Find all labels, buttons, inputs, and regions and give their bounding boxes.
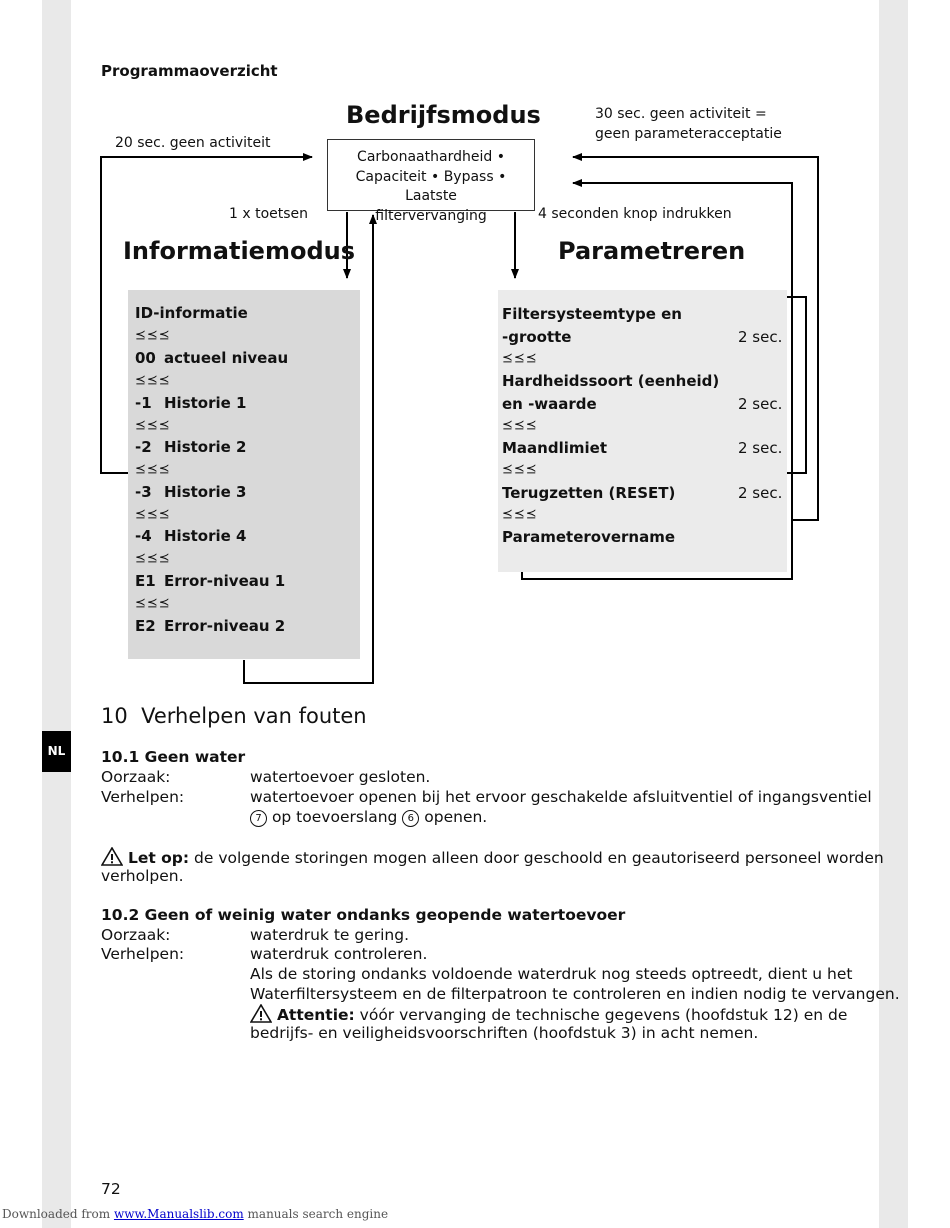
info-item-code: 00 bbox=[135, 349, 156, 367]
section-title: Programmaoverzicht bbox=[101, 62, 278, 80]
section-10-2-title: 10.2 Geen of weinig water ondanks geopende watertoevoer bbox=[101, 906, 626, 924]
info-item-id bbox=[135, 304, 248, 322]
info-item-minus1 bbox=[135, 394, 246, 412]
down-chevrons-icon: ⪯⪯⪯ bbox=[135, 373, 171, 388]
info-item-code: -1 bbox=[135, 394, 152, 412]
language-tab: NL bbox=[42, 731, 71, 772]
down-chevrons-icon: ⪯⪯⪯ bbox=[135, 462, 171, 477]
footer bbox=[2, 1207, 388, 1221]
s102-line-1: waterdruk controleren. bbox=[250, 945, 428, 963]
s102-line-2: Als de storing ondanks voldoende waterdruk nog steeds optreedt, dient u het bbox=[250, 965, 853, 983]
info-item-code: E2 bbox=[135, 617, 156, 635]
info-item-label: Historie 4 bbox=[164, 527, 247, 545]
param-item-filtertype-line2: -grootte bbox=[502, 328, 572, 346]
s101-oorzaak-text: watertoevoer gesloten. bbox=[250, 768, 431, 786]
info-item-code: -4 bbox=[135, 527, 152, 545]
bedrijfsmodus-title: Bedrijfsmodus bbox=[346, 101, 541, 129]
s102-line-3: Waterfiltersysteem en de filterpatroon te controleren en indien nodig te vervangen. bbox=[250, 985, 900, 1003]
info-item-code: -2 bbox=[135, 438, 152, 456]
informatiemodus-title: Informatiemodus bbox=[123, 237, 356, 265]
s101-verhelpen-end: openen. bbox=[424, 808, 488, 826]
chapter-heading bbox=[101, 704, 367, 728]
info-item-minus4 bbox=[135, 527, 246, 545]
info-item-label: Historie 1 bbox=[164, 394, 247, 412]
label-30sec-line2: geen parameteracceptatie bbox=[595, 126, 782, 142]
footer-suffix: manuals search engine bbox=[247, 1207, 389, 1221]
down-chevrons-icon: ⪯⪯⪯ bbox=[135, 418, 171, 433]
part-number-6-icon: 6 bbox=[402, 810, 419, 827]
label-4sec: 4 seconden knop indrukken bbox=[538, 206, 732, 222]
down-chevrons-icon: ⪯⪯⪯ bbox=[135, 507, 171, 522]
param-item-overname: Parameterovername bbox=[502, 528, 676, 546]
info-item-minus2 bbox=[135, 438, 246, 456]
bedrijfsmodus-line-1: Carbonaathardheid • bbox=[357, 149, 505, 165]
warning-line1 bbox=[101, 847, 884, 867]
parametreren-title: Parametreren bbox=[558, 237, 746, 265]
warning-triangle-icon bbox=[101, 847, 123, 866]
warning-triangle-icon bbox=[250, 1004, 272, 1023]
parametreren-panel bbox=[498, 290, 787, 572]
s101-verhelpen-line1: watertoevoer openen bij het ervoor geschakelde afsluitventiel of ingangsventiel bbox=[250, 788, 872, 806]
info-item-code: E1 bbox=[135, 572, 156, 590]
attentie-bold: Attentie: bbox=[276, 1006, 355, 1024]
s102-attentie-line1 bbox=[250, 1004, 847, 1024]
info-item-label: Historie 2 bbox=[164, 438, 247, 456]
info-item-code: ID-informatie bbox=[135, 304, 248, 322]
param-item-reset: Terugzetten (RESET) bbox=[502, 484, 676, 502]
s102-oorzaak-label: Oorzaak: bbox=[101, 926, 171, 944]
down-chevrons-icon: ⪯⪯⪯ bbox=[135, 596, 171, 611]
param-item-maandlimiet: Maandlimiet bbox=[502, 439, 607, 457]
down-chevrons-icon: ⪯⪯⪯ bbox=[135, 551, 171, 566]
s102-attentie-line2: bedrijfs- en veiligheidsvoorschriften (hoofdstuk 3) in acht nemen. bbox=[250, 1024, 759, 1042]
warning-text: de volgende storingen mogen alleen door geschoold en geautoriseerd personeel worden bbox=[194, 849, 884, 867]
s102-oorzaak-text: waterdruk te gering. bbox=[250, 926, 410, 944]
attentie-text: vóór vervanging de technische gegevens (hoofdstuk 12) en de bbox=[359, 1006, 848, 1024]
down-chevrons-icon: ⪯⪯⪯ bbox=[502, 351, 538, 366]
down-chevrons-icon: ⪯⪯⪯ bbox=[502, 462, 538, 477]
info-item-00 bbox=[135, 349, 288, 367]
param-item-hardheid-line2: en -waarde bbox=[502, 395, 597, 413]
param-time: 2 sec. bbox=[738, 395, 783, 413]
page-number: 72 bbox=[101, 1180, 121, 1198]
chapter-title: Verhelpen van fouten bbox=[141, 704, 367, 728]
info-item-e1 bbox=[135, 572, 285, 590]
label-20sec: 20 sec. geen activiteit bbox=[115, 135, 271, 151]
param-time: 2 sec. bbox=[738, 484, 783, 502]
warning-line2: verholpen. bbox=[101, 867, 184, 885]
label-30sec-line1: 30 sec. geen activiteit = bbox=[595, 106, 767, 122]
chapter-number: 10 bbox=[101, 704, 128, 728]
param-item-hardheid-line1: Hardheidssoort (eenheid) bbox=[502, 372, 720, 390]
param-item-filtertype-line1: Filtersysteemtype en bbox=[502, 305, 682, 323]
warning-bold: Let op: bbox=[127, 849, 190, 867]
info-item-code: -3 bbox=[135, 483, 152, 501]
down-chevrons-icon: ⪯⪯⪯ bbox=[135, 328, 171, 343]
info-item-label: Error-niveau 2 bbox=[164, 617, 286, 635]
bedrijfsmodus-line-3: filtervervanging bbox=[375, 207, 487, 224]
s102-verhelpen-label: Verhelpen: bbox=[101, 945, 185, 963]
s101-verhelpen-mid: op toevoerslang bbox=[271, 808, 398, 826]
param-time: 2 sec. bbox=[738, 439, 783, 457]
footer-prefix: Downloaded from bbox=[2, 1207, 111, 1221]
info-item-minus3 bbox=[135, 483, 246, 501]
s101-verhelpen-label: Verhelpen: bbox=[101, 788, 185, 806]
label-1x-toetsen: 1 x toetsen bbox=[229, 206, 309, 222]
bedrijfsmodus-line-2: Capaciteit • Bypass • Laatste bbox=[355, 168, 507, 204]
s101-verhelpen-line2 bbox=[250, 808, 487, 827]
info-item-e2 bbox=[135, 617, 285, 635]
info-item-label: actueel niveau bbox=[164, 349, 289, 367]
s101-oorzaak-label: Oorzaak: bbox=[101, 768, 171, 786]
bedrijfsmodus-box bbox=[327, 139, 535, 224]
informatiemodus-panel bbox=[128, 290, 360, 659]
footer-link[interactable]: www.Manualslib.com bbox=[113, 1207, 244, 1221]
part-number-7-icon: 7 bbox=[250, 810, 267, 827]
info-item-label: Error-niveau 1 bbox=[164, 572, 286, 590]
param-time: 2 sec. bbox=[738, 328, 783, 346]
down-chevrons-icon: ⪯⪯⪯ bbox=[502, 507, 538, 522]
down-chevrons-icon: ⪯⪯⪯ bbox=[502, 418, 538, 433]
section-10-1-title: 10.1 Geen water bbox=[101, 748, 246, 766]
info-item-label: Historie 3 bbox=[164, 483, 247, 501]
